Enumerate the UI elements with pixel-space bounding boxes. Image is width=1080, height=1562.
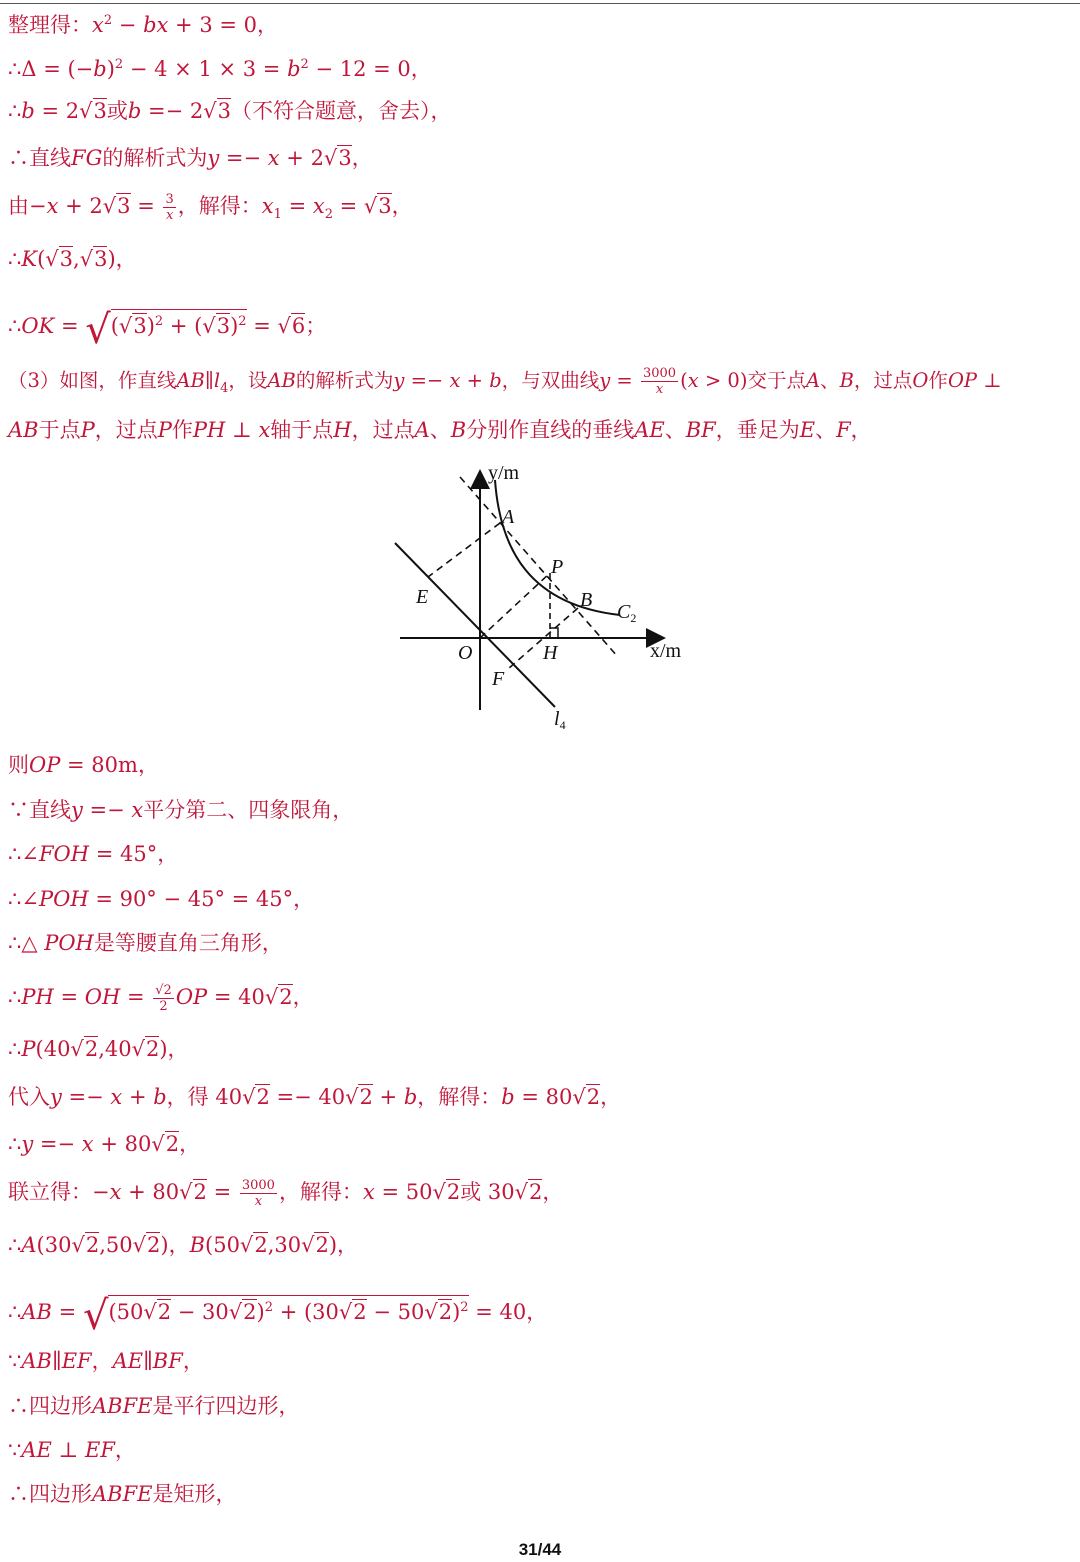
right-angle-mark: [550, 628, 558, 638]
solution-line-2: ∴Δ = $(-b)^2 - 4 \times 1 \times 3 = b^2 - 12 = 0$，: [8, 57, 432, 81]
solution-line-10: 则OP = 80m，: [8, 753, 159, 777]
solution-line-9: AB于点P，过点P作PH ⊥ x轴于点H，过点A、B分别作直线的垂线AE、BF，垂足为E、F，: [8, 418, 872, 442]
label-a: A: [502, 506, 515, 528]
solution-line-3: ∴b = 2√3或b =− 2√3（不符合题意，舍去），: [8, 99, 452, 123]
label-h: H: [543, 642, 558, 664]
line-ae: [428, 523, 500, 577]
label-f: F: [492, 668, 505, 690]
fraction: $\frac{3}{x}$: [165, 192, 174, 223]
label-e: E: [416, 586, 429, 608]
solution-line-21: ∴AB = $√(50√2 - 30√2)^2 + (30√2 - 50√2)^2 = 40$，: [8, 1293, 548, 1339]
page-number: 31/44: [518, 1540, 562, 1559]
solution-line-12: ∴∠FOH = 45°，: [8, 842, 179, 866]
solution-line-1: 整理得：$x^2$ − bx + 3 = 0，: [8, 13, 278, 37]
solution-line-14: ∴△ POH是等腰直角三角形，: [8, 931, 283, 955]
line-op: [480, 573, 550, 638]
solution-line-17: 代入y =− x + b，得 40√2 =− 40√2 + b，解得：b = 80√2，: [8, 1085, 622, 1109]
solution-line-8: （3）如图，作直线$AB\parallel l_4$，设AB的解析式为y =− x + b，与双曲线y = $\frac{3000}{x}$ (x > 0)交于点A、B，过点O作OP ⊥: [8, 366, 1002, 397]
fraction: $\frac{3000}{x}$: [241, 1178, 275, 1209]
solution-line-7: ∴OK = $√(√3)^2 + (√3)^2 = √6$；: [8, 307, 327, 353]
label-c2: $C_2$: [617, 601, 637, 625]
label-x-axis: x/m: [650, 640, 682, 662]
solution-line-23: ∴四边形ABFE是平行四边形，: [8, 1394, 300, 1418]
label-p: P: [551, 556, 564, 578]
line-l4: [395, 543, 555, 707]
solution-line-5: 由−x + 2√3 = $\frac{3}{x}$ ，解得：$x_1 = x_2 = √3$，: [8, 192, 413, 223]
solution-line-6: ∴K(√3,√3)，: [8, 247, 137, 271]
solution-line-19: 联立得：−x + 80√2 = $\frac{3000}{x}$ ，解得：x = 50√2或 30√2，: [8, 1178, 564, 1209]
label-l4: $l_4$: [554, 708, 566, 732]
solution-line-22: ∵AB∥EF，AE∥BF，: [8, 1349, 204, 1373]
solution-line-16: ∴P(40√2,40√2)，: [8, 1037, 189, 1061]
solution-line-15: ∴PH = OH = $\frac{√2}{2}$ OP = 40√2，: [8, 983, 314, 1014]
header-rule: [0, 3, 1080, 4]
solution-line-4: ∴直线FG的解析式为y =− x + 2√3，: [8, 146, 373, 170]
solution-line-18: ∴y =− x + 80√2，: [8, 1132, 201, 1156]
curve-c2: [495, 480, 620, 615]
label-b: B: [580, 589, 593, 611]
fraction: $\frac{√2}{2}$: [155, 983, 172, 1014]
solution-line-13: ∴∠POH = 90° − 45° = 45°，: [8, 887, 315, 911]
fraction: $\frac{3000}{x}$: [642, 366, 677, 397]
solution-line-25: ∴四边形ABFE是矩形，: [8, 1482, 237, 1506]
line-ab: [460, 477, 618, 657]
solution-line-20: ∴A(30√2,50√2)，B(50√2,30√2)，: [8, 1233, 359, 1257]
label-y-axis: y/m: [488, 462, 520, 484]
solution-line-11: ∵直线y =− x平分第二、四象限角，: [8, 798, 354, 822]
label-o: O: [458, 642, 473, 664]
solution-line-24: ∵AE ⊥ EF，: [8, 1438, 136, 1462]
geometry-figure: [380, 455, 700, 740]
